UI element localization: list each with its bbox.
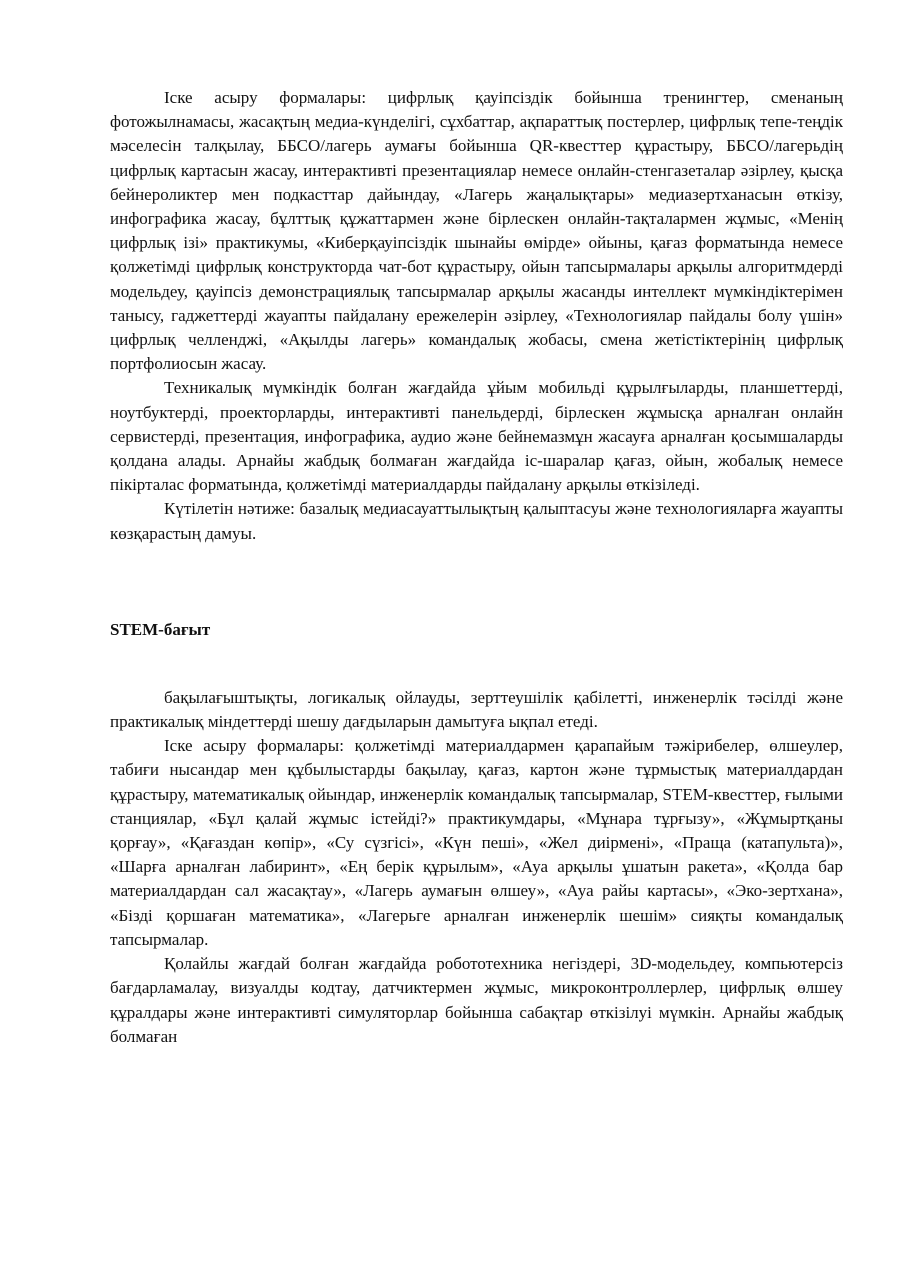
heading-gap	[110, 642, 843, 686]
paragraph-expected-result: Күтілетін нәтиже: базалық медиасауаттылықтың қалыптасуы және технологияларға жауапты көзқарастың дамуы.	[110, 499, 843, 543]
section-heading-stem: STEM-бағыт	[110, 619, 211, 639]
document-body	[110, 86, 843, 1049]
paragraph-technical-equipment: Техникалық мүмкіндік болған жағдайда ұйым мобильді құрылғыларды, планшеттерді, ноутбуктерді, проекторларды, интерактивті панельдерді, бірлескен жұмысқа арналған онлайн сервистерді, презентация, инфографика, аудио және бейнемазмұн жасауға арналған қосымшаларды қолдана алады. Арнайы жабдық болмаған жағдайда іс-шаралар қағаз, ойын, жобалық немесе пікірталас форматында, қолжетімді материалдарды пайдалану арқылы өткізіледі.	[110, 378, 843, 495]
section-gap	[110, 546, 843, 618]
paragraph-stem-intro: бақылағыштықты, логикалық ойлауды, зерттеушілік қабілетті, инженерлік тәсілді және практикалық міндеттерді шешу дағдыларын дамытуға ықпал етеді.	[110, 687, 843, 732]
paragraph-stem-implementation-forms: Іске асыру формалары: қолжетімді материалдармен қарапайым тәжірибелер, өлшеулер, табиғи нысандар мен құбылыстарды бақылау, қағаз, картон және тұрмыстық материалдардан құрастыру, математикалық ойындар, инженерлік командалық тапсырмалар, STEM-квесттер, ғылыми станциялар, «Бұл қалай жұмыс істейді?» практикумдары, «Мұнара тұрғызу», «Жұмыртқаны қорғау», «Қағаздан көпір», «Су сүзгісі», «Күн пеші», «Жел диірмені», «Праща (катапульта)», «Шарға арналған лабиринт», «Ең берік құрылым», «Ауа арқылы ұшатын ракета», «Қолда бар материалдардан сал жасақтау», «Лагерь аумағын өлшеу», «Ауа райы картасы», «Эко-зертхана», «Бізді қоршаған математика», «Лагерьге арналған инженерлік шешім» сияқты командалық тапсырмалар.	[110, 736, 843, 949]
paragraph-implementation-forms-digital: Іске асыру формалары: цифрлық қауіпсіздік бойынша тренингтер, сменаның фотожылнамасы, жасақтың медиа-күнделігі, сұхбаттар, ақпараттық постерлер, цифрлық тепе-теңдік мәселесін талқылау, ББСО/лагерь аумағы бойынша QR-квесттер құрастыру, ББСО/лагерьдің цифрлық картасын жасау, интерактивті презентациялар немесе онлайн-стенгазеталар әзірлеу, қысқа бейнероликтер мен подкасттар дайындау, «Лагерь жаңалықтары» медиазертханасын өткізу, инфографика жасау, бұлттық құжаттармен және бірлескен онлайн-тақталармен жұмыс, «Менің цифрлық ізі» практикумы, «Киберқауіпсіздік шынайы өмірде» ойыны, қағаз форматында немесе қолжетімді цифрлық конструкторда чат-бот құрастыру, ойын тапсырмалары арқылы алгоритмдерді модельдеу, қауіпсіз демонстрациялық тапсырмалар арқылы жасанды интеллект мүмкіндіктерімен танысу, гаджеттерді жауапты пайдалану ережелерін әзірлеу, «Технологиялар пайдалы болу үшін» цифрлық челленджі, «Ақылды лагерь» командалық жобасы, смена жетістіктерінің цифрлық портфолиосын жасау.	[110, 88, 843, 374]
paragraph-stem-robotics: Қолайлы жағдай болған жағдайда робототехника негіздері, 3D-модельдеу, компьютерсіз бағдарламалау, визуалды кодтау, датчиктермен жұмыс, микроконтроллерлер, цифрлық өлшеу құралдары және интерактивті симуляторлар бойынша сабақтар өткізілуі мүмкін. Арнайы жабдық болмаған	[110, 954, 843, 1046]
